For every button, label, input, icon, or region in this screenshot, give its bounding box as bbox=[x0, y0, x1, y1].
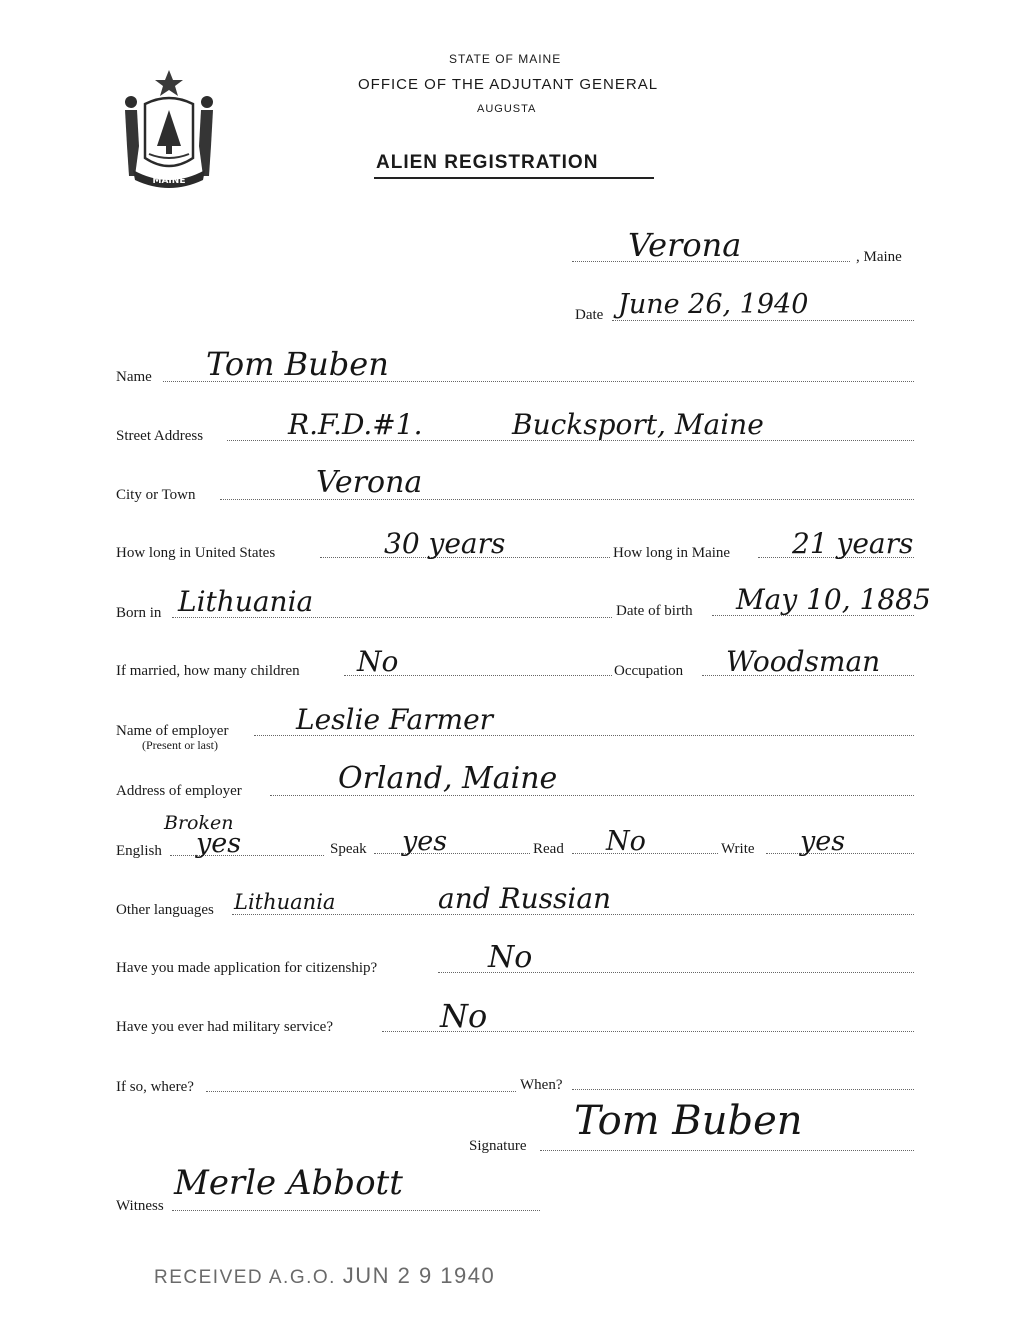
witness-label: Witness bbox=[116, 1198, 164, 1214]
form-title-underline bbox=[374, 177, 654, 179]
employer-sublabel: (Present or last) bbox=[142, 738, 218, 752]
when-line bbox=[572, 1089, 914, 1090]
signature-line bbox=[540, 1150, 914, 1151]
street-value-town: Bucksport, Maine bbox=[512, 408, 764, 441]
speak-value: yes bbox=[402, 826, 448, 857]
other-languages-value: Lithuania bbox=[234, 890, 336, 914]
other-languages-label: Other languages bbox=[116, 902, 214, 918]
occupation-value: Woodsman bbox=[726, 645, 881, 678]
signature-label: Signature bbox=[469, 1138, 527, 1154]
other-languages-value-2: and Russian bbox=[438, 882, 612, 915]
children-label: If married, how many children bbox=[116, 663, 300, 679]
when-label: When? bbox=[520, 1077, 563, 1093]
dob-label: Date of birth bbox=[616, 603, 693, 619]
english-label: English bbox=[116, 843, 162, 859]
date-line bbox=[612, 320, 914, 321]
city-value: Verona bbox=[316, 465, 423, 500]
place-state-label: , Maine bbox=[856, 249, 902, 265]
english-value: yes bbox=[196, 828, 242, 859]
employer-address-label: Address of employer bbox=[116, 783, 242, 799]
place-value: Verona bbox=[628, 226, 742, 264]
header-office: OFFICE OF THE ADJUTANT GENERAL bbox=[358, 76, 659, 93]
maine-duration-value: 21 years bbox=[792, 527, 914, 560]
us-duration-label: How long in United States bbox=[116, 545, 276, 561]
write-value: yes bbox=[800, 826, 846, 857]
street-label: Street Address bbox=[116, 428, 204, 444]
born-value: Lithuania bbox=[178, 585, 314, 618]
employer-value: Leslie Farmer bbox=[296, 703, 494, 736]
born-label: Born in bbox=[116, 605, 162, 621]
citizenship-value: No bbox=[488, 940, 533, 975]
witness-line bbox=[172, 1210, 540, 1211]
military-label: Have you ever had military service? bbox=[116, 1019, 333, 1035]
dob-value: May 10, 1885 bbox=[736, 583, 931, 616]
maine-duration-label: How long in Maine bbox=[613, 545, 731, 561]
signature-value: Tom Buben bbox=[574, 1098, 803, 1144]
maine-state-seal bbox=[117, 66, 221, 188]
military-value: No bbox=[440, 997, 488, 1035]
witness-value: Merle Abbott bbox=[174, 1163, 403, 1203]
form-title: ALIEN REGISTRATION bbox=[376, 152, 599, 173]
city-label: City or Town bbox=[116, 487, 196, 503]
citizenship-label: Have you made application for citizenship? bbox=[116, 960, 378, 976]
speak-label: Speak bbox=[330, 841, 367, 857]
read-value: No bbox=[606, 826, 646, 857]
received-stamp-text: RECEIVED A.G.O. bbox=[154, 1267, 336, 1288]
english-note: Broken bbox=[164, 812, 234, 834]
date-value: June 26, 1940 bbox=[618, 289, 809, 320]
write-label: Write bbox=[721, 841, 755, 857]
street-value: R.F.D.#1. bbox=[288, 408, 423, 441]
read-label: Read bbox=[533, 841, 564, 857]
where-line bbox=[206, 1091, 516, 1092]
employer-address-value: Orland, Maine bbox=[338, 761, 558, 796]
date-label: Date bbox=[575, 307, 604, 323]
occupation-label: Occupation bbox=[614, 663, 684, 679]
us-duration-value: 30 years bbox=[384, 527, 506, 560]
received-stamp bbox=[154, 1263, 495, 1289]
received-stamp-date: JUN 2 9 1940 bbox=[342, 1263, 496, 1288]
name-value: Tom Buben bbox=[206, 345, 389, 383]
children-value: No bbox=[357, 645, 399, 678]
english-line bbox=[170, 855, 324, 856]
seal-banner-text: MAINE bbox=[152, 176, 186, 186]
header-city: AUGUSTA bbox=[477, 103, 537, 115]
speak-line bbox=[374, 853, 530, 854]
where-label: If so, where? bbox=[116, 1079, 194, 1095]
employer-label: Name of employer bbox=[116, 723, 229, 739]
name-label: Name bbox=[116, 369, 152, 385]
header-state: STATE OF MAINE bbox=[449, 52, 562, 66]
